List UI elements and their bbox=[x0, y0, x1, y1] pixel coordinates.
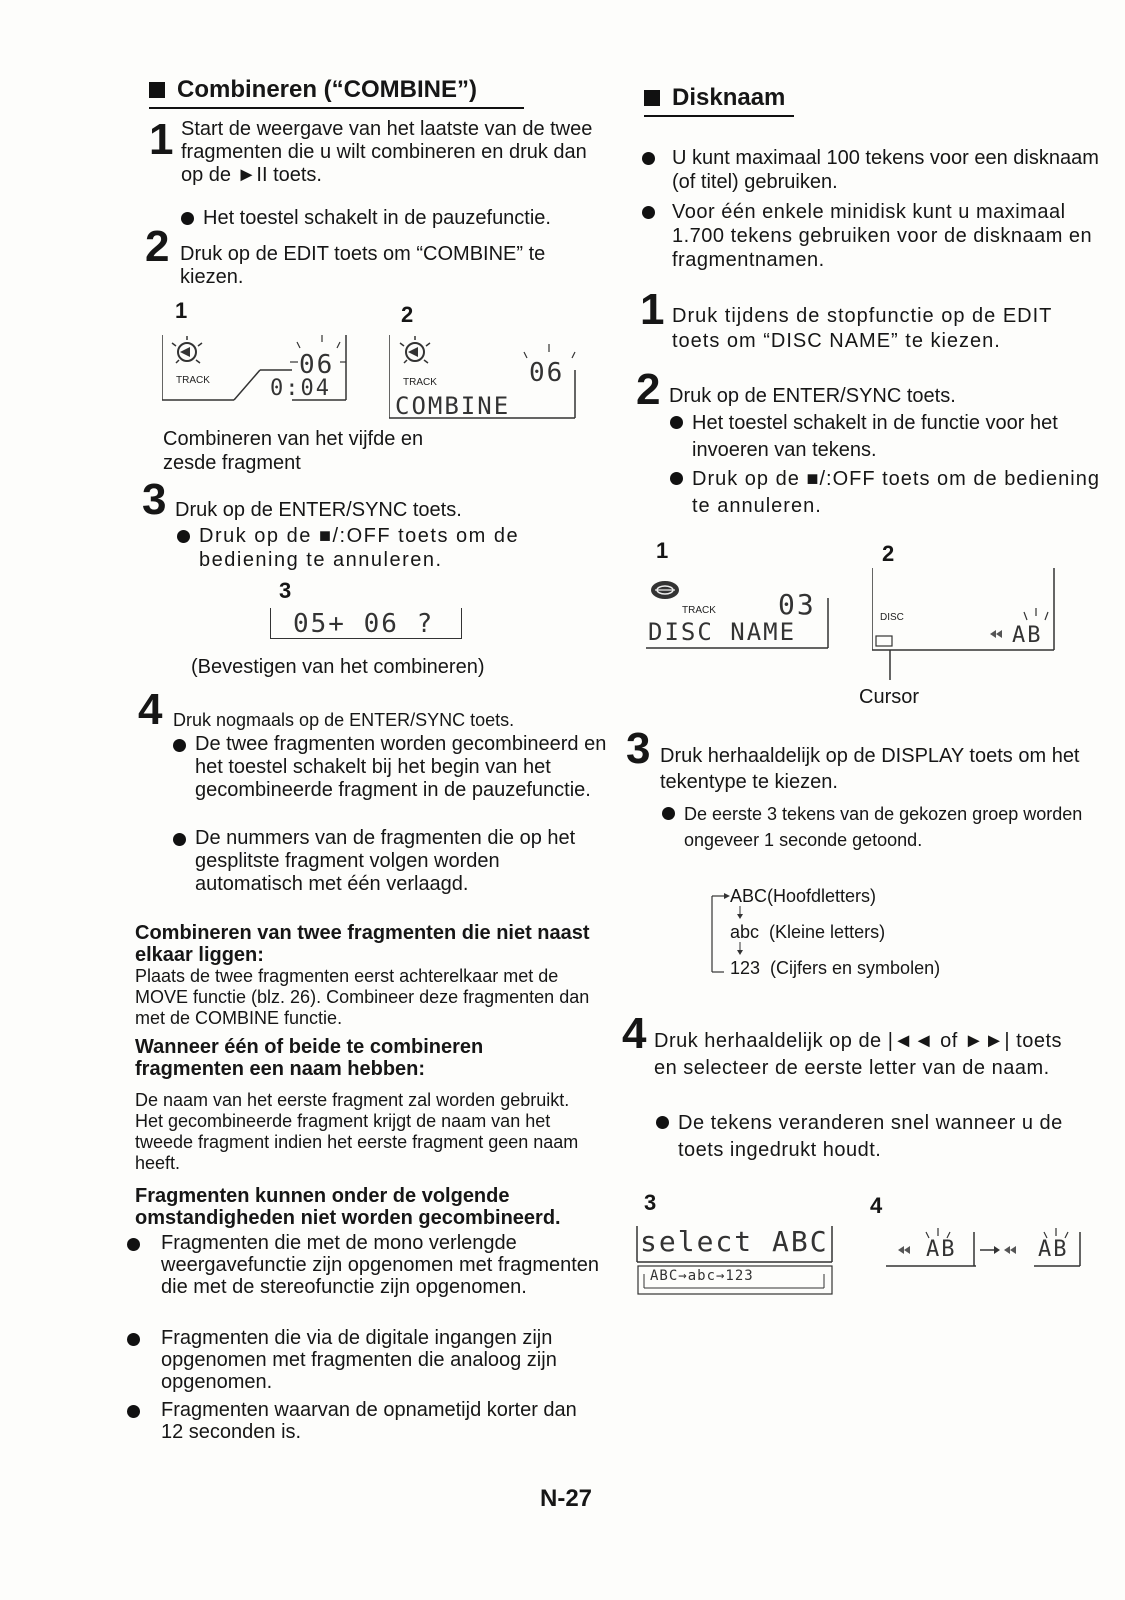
bullet-text: De twee fragmenten worden gecombineerd en het toestel schakelt bij het begin van het gecombineerde fragment in de pauzefunctie. bbox=[195, 733, 607, 801]
lcd-track-number: 06 bbox=[299, 350, 335, 380]
lcd-cursor-text: AB bbox=[1012, 623, 1043, 648]
bullet-text: Fragmenten die via de digitale ingangen zijn opgenomen met fragmenten die analoog zijn opgenomen. bbox=[161, 1327, 557, 1393]
combine-heading-text: Combineren (“COMBINE”) bbox=[177, 76, 477, 103]
subheading-non-adjacent: Combineren van twee fragmenten die niet naast elkaar liggen: bbox=[135, 922, 590, 966]
lcd-display-letter-select bbox=[886, 1222, 1086, 1272]
intro-bullet-1 bbox=[642, 146, 1112, 194]
bullet-text: Het toestel schakelt in de pauzefunctie. bbox=[203, 207, 551, 229]
bullet-text: U kunt maximaal 100 tekens voor een disknaam (of titel) gebruiken. bbox=[672, 147, 1099, 193]
figure-caption: Combineren van het vijfde en zesde fragment bbox=[163, 428, 424, 474]
step-text: Druk op de ENTER/SYNC toets. bbox=[669, 385, 956, 407]
disc-label: DISC bbox=[880, 612, 904, 623]
disc-step-4 bbox=[622, 1009, 1082, 1082]
lcd-combine-text: COMBINE bbox=[395, 392, 511, 420]
square-bullet-icon bbox=[644, 90, 660, 106]
bullet-dot-icon bbox=[662, 807, 675, 820]
cannot-combine-bullet-3 bbox=[127, 1399, 601, 1443]
bullet-dot-icon bbox=[670, 416, 683, 429]
intro-bullet-2 bbox=[642, 200, 1112, 272]
combine-step-3 bbox=[142, 475, 605, 524]
disc-step-3-bullet bbox=[662, 801, 1094, 853]
lcd-time: 0:04 bbox=[270, 376, 331, 401]
track-label: TRACK bbox=[176, 375, 210, 386]
figure-caption: (Bevestigen van het combineren) bbox=[191, 656, 485, 678]
char-type-lowercase: abc (Kleine letters) bbox=[730, 922, 886, 942]
square-bullet-icon bbox=[149, 82, 165, 98]
page-number: N-27 bbox=[540, 1485, 593, 1512]
lcd-letter-text-2: AB bbox=[1038, 1237, 1069, 1262]
disc-step-3 bbox=[626, 724, 1086, 795]
char-type-numbers: 123 (Cijfers en symbolen) bbox=[730, 958, 941, 978]
figure-label-3: 3 bbox=[644, 1190, 657, 1215]
bullet-text: De eerste 3 tekens van de gekozen groep worden ongeveer 1 seconde getoond. bbox=[684, 804, 1083, 850]
combine-heading bbox=[149, 76, 477, 104]
disc-step-1 bbox=[640, 285, 1080, 354]
combine-step-4 bbox=[138, 685, 605, 734]
combine-step-2 bbox=[145, 222, 605, 289]
paragraph-non-adjacent: Plaats de twee fragmenten eerst achterelkaar met de MOVE functie (blz. 26). Combineer deze fragmenten dan met de COMBINE functie. bbox=[135, 966, 590, 1028]
bullet-text: De nummers van de fragmenten die op het gesplitste fragment volgen worden automatisch met één verlaagd. bbox=[195, 827, 576, 895]
figure-label-1: 1 bbox=[175, 298, 188, 323]
bullet-dot-icon bbox=[177, 530, 190, 543]
combine-step-4-bullet-2 bbox=[173, 827, 607, 896]
disc-name-heading bbox=[644, 84, 785, 112]
combine-step-1 bbox=[149, 115, 605, 187]
track-label: TRACK bbox=[403, 377, 437, 388]
lcd-letter-text-1: AB bbox=[926, 1237, 957, 1262]
figure-label-2: 2 bbox=[882, 541, 895, 566]
combine-step-3-bullet bbox=[177, 524, 619, 572]
figure-label-2: 2 bbox=[401, 302, 414, 327]
step-number: 1 bbox=[149, 115, 174, 164]
disc-step-2 bbox=[636, 365, 1086, 414]
bullet-dot-icon bbox=[173, 739, 186, 752]
disc-step-2-bullet-1 bbox=[670, 410, 1102, 464]
bullet-dot-icon bbox=[642, 206, 655, 219]
lcd-display-cursor bbox=[872, 568, 1057, 683]
heading-underline bbox=[149, 107, 524, 109]
step-number: 1 bbox=[640, 285, 665, 334]
disc-step-4-bullet bbox=[656, 1110, 1108, 1164]
step-text: Druk herhaaldelijk op de |◄◄ of ►►| toets en selecteer de eerste letter van de naam. bbox=[654, 1030, 1063, 1079]
step-text: Druk op de ENTER/SYNC toets. bbox=[175, 499, 462, 521]
figure-label-4: 4 bbox=[870, 1193, 883, 1218]
step-text: Druk tijdens de stopfunctie op de EDIT toets om “DISC NAME” te kiezen. bbox=[672, 305, 1053, 352]
step-text: Druk nogmaals op de ENTER/SYNC toets. bbox=[173, 710, 515, 730]
lcd-track-number: 03 bbox=[778, 588, 816, 621]
char-type-uppercase: ABC(Hoofdletters) bbox=[730, 886, 877, 906]
step-number: 2 bbox=[145, 222, 170, 271]
step-number: 3 bbox=[142, 475, 167, 524]
figure-label-3: 3 bbox=[279, 578, 292, 603]
heading-underline bbox=[644, 115, 794, 117]
lcd-disc-name-text: DISC NAME bbox=[648, 618, 797, 646]
bullet-dot-icon bbox=[173, 833, 186, 846]
subheading-names: Wanneer één of beide te combineren fragmenten een naam hebben: bbox=[135, 1036, 484, 1080]
step-text: Druk herhaaldelijk op de DISPLAY toets om het tekentype te kiezen. bbox=[660, 745, 1080, 793]
bullet-text: De tekens veranderen snel wanneer u de toets ingedrukt houdt. bbox=[678, 1112, 1063, 1161]
cannot-combine-bullet-1 bbox=[127, 1232, 601, 1298]
combine-step-4-bullet-1 bbox=[173, 733, 607, 802]
bullet-text: Druk op de ■/:OFF toets om de bediening te annuleren. bbox=[199, 525, 520, 571]
step-number: 2 bbox=[636, 365, 661, 414]
char-type-cycle bbox=[708, 884, 1008, 984]
step-text: Druk op de EDIT toets om “COMBINE” te kiezen. bbox=[180, 243, 546, 288]
bullet-dot-icon bbox=[642, 152, 655, 165]
lcd-display-disc-name bbox=[646, 568, 831, 654]
step-text: Start de weergave van het laatste van de twee fragmenten die u wilt combineren en druk dan op de ►II toets. bbox=[181, 118, 593, 186]
track-label: TRACK bbox=[682, 605, 716, 616]
cannot-combine-bullet-2 bbox=[127, 1327, 601, 1393]
disc-name-heading-text: Disknaam bbox=[672, 84, 786, 111]
lcd-confirm-text: 05+ 06 ? bbox=[293, 609, 435, 639]
lcd-track-number: 06 bbox=[529, 358, 565, 388]
step-number: 4 bbox=[138, 685, 163, 734]
figure-label-1: 1 bbox=[656, 538, 669, 563]
bullet-text: Het toestel schakelt in de functie voor het invoeren van tekens. bbox=[692, 412, 1058, 461]
bullet-dot-icon bbox=[127, 1238, 140, 1251]
bullet-text: Fragmenten waarvan de opnametijd korter dan 12 seconden is. bbox=[161, 1399, 577, 1443]
bullet-text: Voor één enkele minidisk kunt u maximaal 1.700 tekens gebruiken voor de disknaam en fragmentnamen. bbox=[672, 201, 1093, 271]
cursor-label: Cursor bbox=[859, 686, 920, 708]
bullet-text: Fragmenten die met de mono verlengde weergavefunctie zijn opgenomen met fragmenten die met de stereofunctie zijn opgenomen. bbox=[161, 1232, 600, 1298]
lcd-display-select bbox=[636, 1222, 836, 1302]
bullet-text: Druk op de ■/:OFF toets om de bediening te annuleren. bbox=[692, 468, 1100, 517]
bullet-dot-icon bbox=[127, 1405, 140, 1418]
lcd-select-text: select ABC bbox=[640, 1225, 829, 1258]
subheading-cannot-combine: Fragmenten kunnen onder de volgende omstandigheden niet worden gecombineerd. bbox=[135, 1185, 561, 1229]
lcd-display-combine bbox=[389, 330, 579, 425]
bullet-dot-icon bbox=[670, 472, 683, 485]
lcd-display-track-time bbox=[162, 330, 348, 425]
disc-step-2-bullet-2 bbox=[670, 466, 1102, 520]
step-number: 4 bbox=[622, 1009, 647, 1058]
lcd-select-cycle: ABC→abc→123 bbox=[650, 1268, 754, 1284]
step-number: 3 bbox=[626, 724, 651, 773]
bullet-dot-icon bbox=[181, 212, 194, 225]
bullet-dot-icon bbox=[127, 1333, 140, 1346]
bullet-dot-icon bbox=[656, 1116, 669, 1129]
paragraph-names: De naam van het eerste fragment zal worden gebruikt. Het gecombineerde fragment krijgt de naam van het tweede fragment indien het eerste fragment geen naam heeft. bbox=[135, 1090, 579, 1173]
